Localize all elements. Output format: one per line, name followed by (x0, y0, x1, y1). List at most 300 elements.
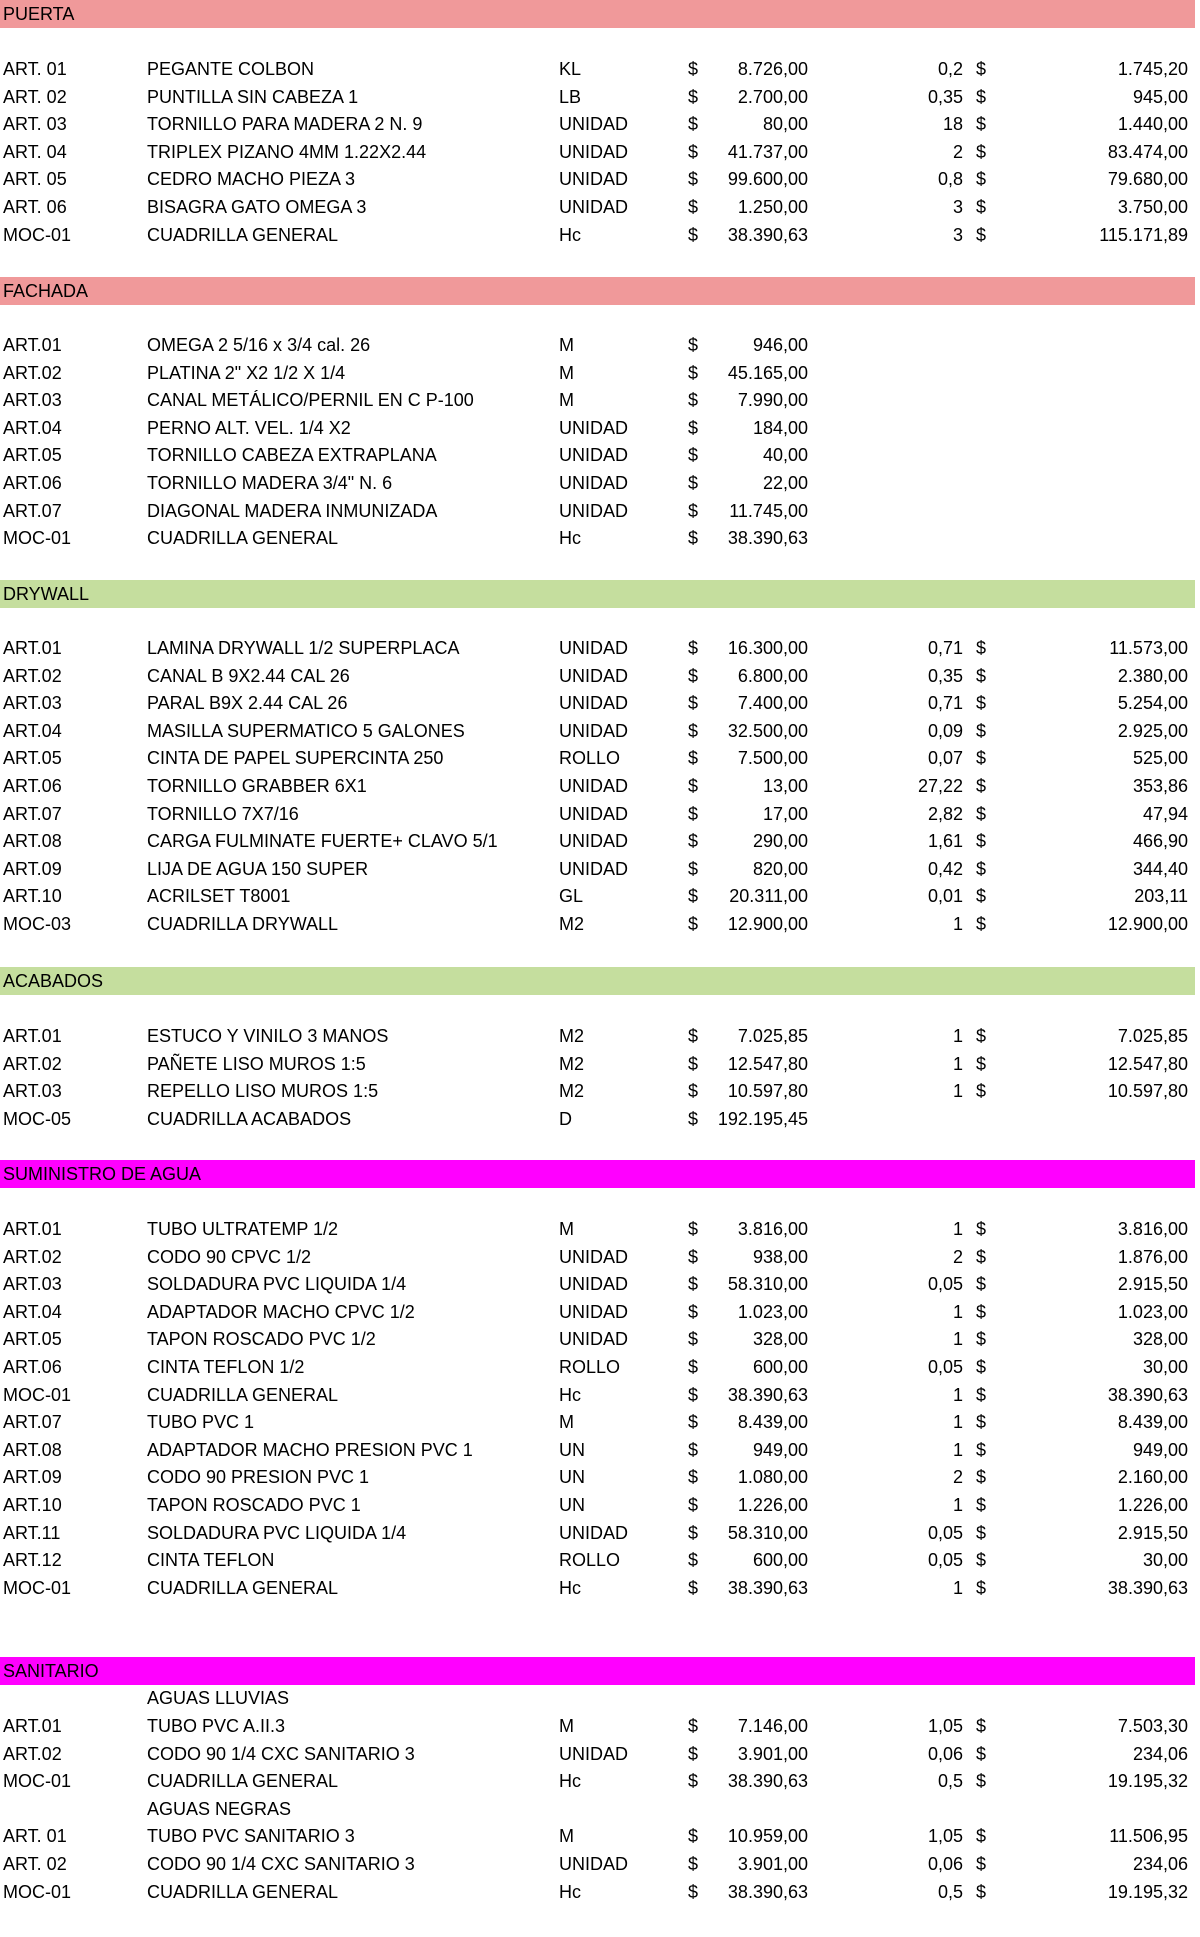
code-cell: MOC-01 (3, 1882, 72, 1902)
unit-price-cell: 16.300,00 (727, 638, 808, 658)
unit-price-cell: 58.310,00 (727, 1274, 808, 1294)
unit-cell: Hc (559, 225, 581, 245)
currency-sign: $ (976, 114, 987, 134)
unit-cell: M2 (559, 1026, 585, 1046)
quantity-cell: 1 (952, 1302, 963, 1322)
currency-sign: $ (976, 1081, 987, 1101)
currency-sign: $ (688, 1219, 699, 1239)
currency-sign: $ (688, 87, 699, 107)
total-cell: 328,00 (1132, 1329, 1188, 1349)
table-row (0, 1215, 1200, 1243)
unit-price-cell: 946,00 (752, 335, 808, 355)
currency-sign: $ (976, 914, 987, 934)
currency-sign: $ (976, 1771, 987, 1791)
currency-sign: $ (688, 1329, 699, 1349)
total-cell: 47,94 (1142, 804, 1188, 824)
table-row (0, 662, 1200, 690)
table-row (0, 744, 1200, 772)
quantity-cell: 2 (952, 1467, 963, 1487)
quantity-cell: 1 (952, 1329, 963, 1349)
currency-sign: $ (688, 1440, 699, 1460)
description-cell: TORNILLO PARA MADERA 2 N. 9 (147, 114, 423, 134)
unit-price-cell: 17,00 (762, 804, 808, 824)
table-row (0, 1381, 1200, 1409)
quantity-cell: 0,06 (927, 1854, 963, 1874)
unit-price-cell: 1.226,00 (737, 1495, 808, 1515)
table-row (0, 110, 1200, 138)
table-row (0, 1077, 1200, 1105)
currency-sign: $ (976, 666, 987, 686)
quantity-cell: 0,5 (937, 1771, 963, 1791)
currency-sign: $ (688, 114, 699, 134)
currency-sign: $ (976, 1357, 987, 1377)
description-cell: CEDRO MACHO PIEZA 3 (147, 169, 356, 189)
total-cell: 1.226,00 (1117, 1495, 1188, 1515)
currency-sign: $ (688, 1744, 699, 1764)
unit-cell: UNIDAD (559, 169, 629, 189)
unit-cell: UNIDAD (559, 473, 629, 493)
quantity-cell: 18 (942, 114, 963, 134)
description-cell: CINTA DE PAPEL SUPERCINTA 250 (147, 748, 444, 768)
table-row (0, 1574, 1200, 1602)
quantity-cell: 1 (952, 1412, 963, 1432)
unit-price-cell: 38.390,63 (727, 225, 808, 245)
unit-price-cell: 13,00 (762, 776, 808, 796)
currency-sign: $ (976, 831, 987, 851)
currency-sign: $ (976, 1854, 987, 1874)
description-cell: CARGA FULMINATE FUERTE+ CLAVO 5/1 (147, 831, 498, 851)
unit-cell: UN (559, 1495, 585, 1515)
currency-sign: $ (976, 1302, 987, 1322)
code-cell: ART.03 (3, 1274, 62, 1294)
table-row (0, 1767, 1200, 1795)
unit-price-cell: 38.390,63 (727, 1882, 808, 1902)
unit-price-cell: 7.146,00 (737, 1716, 808, 1736)
currency-sign: $ (688, 1523, 699, 1543)
total-cell: 19.195,32 (1107, 1771, 1188, 1791)
currency-sign: $ (688, 1412, 699, 1432)
code-cell: MOC-01 (3, 1385, 72, 1405)
currency-sign: $ (976, 693, 987, 713)
unit-cell: UNIDAD (559, 445, 629, 465)
code-cell: ART.03 (3, 1081, 62, 1101)
table-row (0, 1408, 1200, 1436)
currency-sign: $ (976, 225, 987, 245)
quantity-cell: 0,05 (927, 1523, 963, 1543)
code-cell: ART.07 (3, 804, 62, 824)
currency-sign: $ (688, 1109, 699, 1129)
unit-cell: Hc (559, 1771, 581, 1791)
table-row (0, 882, 1200, 910)
table-row (0, 689, 1200, 717)
code-cell: ART. 06 (3, 197, 67, 217)
section-header: PUERTA (0, 0, 1195, 28)
code-cell: MOC-03 (3, 914, 72, 934)
unit-cell: UNIDAD (559, 1523, 629, 1543)
total-cell: 3.750,00 (1117, 197, 1188, 217)
currency-sign: $ (688, 1771, 699, 1791)
unit-cell: M2 (559, 1081, 585, 1101)
unit-price-cell: 2.700,00 (737, 87, 808, 107)
unit-cell: UNIDAD (559, 142, 629, 162)
quantity-cell: 1 (952, 1495, 963, 1515)
currency-sign: $ (976, 638, 987, 658)
unit-cell: UNIDAD (559, 114, 629, 134)
unit-price-cell: 7.025,85 (737, 1026, 808, 1046)
total-cell: 19.195,32 (1107, 1882, 1188, 1902)
table-row (0, 441, 1200, 469)
unit-cell: UNIDAD (559, 1274, 629, 1294)
table-row (0, 1463, 1200, 1491)
description-cell: OMEGA 2 5/16 x 3/4 cal. 26 (147, 335, 371, 355)
unit-price-cell: 40,00 (762, 445, 808, 465)
total-cell: 11.506,95 (1109, 1826, 1188, 1846)
unit-price-cell: 7.500,00 (737, 748, 808, 768)
currency-sign: $ (976, 1882, 987, 1902)
quantity-cell: 1 (952, 1385, 963, 1405)
quantity-cell: 1,61 (927, 831, 963, 851)
description-cell: REPELLO LISO MUROS 1:5 (147, 1081, 379, 1101)
unit-price-cell: 949,00 (752, 1440, 808, 1460)
total-cell: 1.745,20 (1117, 59, 1188, 79)
description-cell: TORNILLO GRABBER 6X1 (147, 776, 367, 796)
currency-sign: $ (976, 1026, 987, 1046)
quantity-cell: 2,82 (927, 804, 963, 824)
quantity-cell: 0,8 (937, 169, 963, 189)
currency-sign: $ (976, 1219, 987, 1239)
table-row (0, 1546, 1200, 1574)
table-row (0, 524, 1200, 552)
table-row (0, 1022, 1200, 1050)
currency-sign: $ (688, 748, 699, 768)
unit-cell: UNIDAD (559, 859, 629, 879)
code-cell: MOC-05 (3, 1109, 72, 1129)
code-cell: ART.01 (3, 335, 62, 355)
currency-sign: $ (976, 1523, 987, 1543)
table-row (0, 1270, 1200, 1298)
currency-sign: $ (688, 1054, 699, 1074)
code-cell: ART.05 (3, 445, 62, 465)
description-cell: CUADRILLA GENERAL (147, 528, 339, 548)
unit-cell: UNIDAD (559, 1302, 629, 1322)
code-cell: ART. 05 (3, 169, 67, 189)
code-cell: ART.04 (3, 418, 62, 438)
code-cell: ART.05 (3, 748, 62, 768)
code-cell: ART.01 (3, 638, 62, 658)
currency-sign: $ (976, 886, 987, 906)
currency-sign: $ (688, 418, 699, 438)
table-row (0, 193, 1200, 221)
unit-price-cell: 1.080,00 (737, 1467, 808, 1487)
code-cell: ART.06 (3, 776, 62, 796)
unit-cell: UNIDAD (559, 776, 629, 796)
currency-sign: $ (688, 914, 699, 934)
quantity-cell: 2 (952, 1247, 963, 1267)
unit-cell: GL (559, 886, 584, 906)
quantity-cell: 1 (952, 1054, 963, 1074)
total-cell: 5.254,00 (1117, 693, 1188, 713)
currency-sign: $ (976, 776, 987, 796)
quantity-cell: 1 (952, 1440, 963, 1460)
description-cell: CODO 90 PRESION PVC 1 (147, 1467, 370, 1487)
unit-price-cell: 8.726,00 (737, 59, 808, 79)
code-cell: ART.05 (3, 1329, 62, 1349)
code-cell: ART.09 (3, 859, 62, 879)
currency-sign: $ (688, 59, 699, 79)
code-cell: ART.10 (3, 886, 62, 906)
quantity-cell: 0,71 (927, 693, 963, 713)
currency-sign: $ (688, 721, 699, 741)
currency-sign: $ (688, 666, 699, 686)
description-cell: PERNO ALT. VEL. 1/4 X2 (147, 418, 351, 438)
description-cell: TORNILLO MADERA 3/4" N. 6 (147, 473, 393, 493)
currency-sign: $ (976, 1440, 987, 1460)
currency-sign: $ (688, 1081, 699, 1101)
currency-sign: $ (976, 87, 987, 107)
currency-sign: $ (688, 693, 699, 713)
table-row (0, 1740, 1200, 1768)
unit-price-cell: 184,00 (752, 418, 808, 438)
unit-price-cell: 99.600,00 (727, 169, 808, 189)
quantity-cell: 0,09 (927, 721, 963, 741)
table-row (0, 414, 1200, 442)
unit-cell: UNIDAD (559, 721, 629, 741)
currency-sign: $ (688, 1550, 699, 1570)
description-cell: CUADRILLA GENERAL (147, 1385, 339, 1405)
currency-sign: $ (688, 886, 699, 906)
currency-sign: $ (688, 1385, 699, 1405)
currency-sign: $ (688, 1274, 699, 1294)
total-cell: 38.390,63 (1107, 1578, 1188, 1598)
unit-cell: UNIDAD (559, 693, 629, 713)
currency-sign: $ (688, 776, 699, 796)
currency-sign: $ (688, 804, 699, 824)
total-cell: 1.876,00 (1117, 1247, 1188, 1267)
unit-price-cell: 38.390,63 (727, 1385, 808, 1405)
quantity-cell: 0,07 (927, 748, 963, 768)
currency-sign: $ (688, 638, 699, 658)
currency-sign: $ (976, 1054, 987, 1074)
unit-price-cell: 12.900,00 (727, 914, 808, 934)
total-cell: 7.503,30 (1117, 1716, 1188, 1736)
table-row (0, 359, 1200, 387)
table-row (0, 386, 1200, 414)
currency-sign: $ (976, 1412, 987, 1432)
unit-cell: UN (559, 1440, 585, 1460)
currency-sign: $ (688, 363, 699, 383)
description-cell: TRIPLEX PIZANO 4MM 1.22X2.44 (147, 142, 427, 162)
total-cell: 2.925,00 (1117, 721, 1188, 741)
unit-cell: UNIDAD (559, 831, 629, 851)
description-cell: CUADRILLA GENERAL (147, 1771, 339, 1791)
unit-price-cell: 12.547,80 (727, 1054, 808, 1074)
unit-price-cell: 820,00 (752, 859, 808, 879)
description-cell: CODO 90 CPVC 1/2 (147, 1247, 312, 1267)
table-row (0, 772, 1200, 800)
unit-cell: UN (559, 1467, 585, 1487)
currency-sign: $ (976, 1247, 987, 1267)
unit-price-cell: 7.990,00 (737, 390, 808, 410)
unit-price-cell: 38.390,63 (727, 528, 808, 548)
currency-sign: $ (976, 1495, 987, 1515)
section-header: FACHADA (0, 277, 1195, 305)
currency-sign: $ (688, 225, 699, 245)
unit-cell: M (559, 363, 574, 383)
unit-cell: Hc (559, 1578, 581, 1598)
currency-sign: $ (688, 859, 699, 879)
table-row (0, 1491, 1200, 1519)
code-cell: ART.02 (3, 363, 62, 383)
quantity-cell: 0,05 (927, 1274, 963, 1294)
currency-sign: $ (976, 804, 987, 824)
table-row (0, 855, 1200, 883)
code-cell: ART. 04 (3, 142, 67, 162)
table-row (0, 331, 1200, 359)
currency-sign: $ (976, 1385, 987, 1405)
code-cell: ART.04 (3, 1302, 62, 1322)
currency-sign: $ (688, 1578, 699, 1598)
quantity-cell: 0,2 (937, 59, 963, 79)
total-cell: 1.023,00 (1117, 1302, 1188, 1322)
description-cell: CANAL METÁLICO/PERNIL EN C P-100 (147, 390, 474, 410)
total-cell: 945,00 (1132, 87, 1188, 107)
table-row (0, 1878, 1200, 1906)
total-cell: 79.680,00 (1107, 169, 1188, 189)
unit-cell: M (559, 335, 574, 355)
code-cell: ART.10 (3, 1495, 62, 1515)
currency-sign: $ (976, 1744, 987, 1764)
table-row (0, 1325, 1200, 1353)
total-cell: 12.900,00 (1107, 914, 1188, 934)
code-cell: ART. 02 (3, 1854, 67, 1874)
table-row (0, 1519, 1200, 1547)
table-row (0, 55, 1200, 83)
total-cell: 115.171,89 (1099, 225, 1188, 245)
table-row (0, 1712, 1200, 1740)
unit-cell: LB (559, 87, 582, 107)
unit-price-cell: 6.800,00 (737, 666, 808, 686)
unit-cell: M (559, 1716, 574, 1736)
description-cell: CUADRILLA GENERAL (147, 1578, 339, 1598)
quantity-cell: 0,5 (937, 1882, 963, 1902)
total-cell: 1.440,00 (1117, 114, 1188, 134)
currency-sign: $ (688, 169, 699, 189)
code-cell: ART.08 (3, 1440, 62, 1460)
description-cell: CODO 90 1/4 CXC SANITARIO 3 (147, 1854, 415, 1874)
table-row (0, 497, 1200, 525)
table-row (0, 1822, 1200, 1850)
quantity-cell: 3 (952, 197, 963, 217)
description-cell: CUADRILLA DRYWALL (147, 914, 339, 934)
currency-sign: $ (976, 169, 987, 189)
unit-price-cell: 1.023,00 (737, 1302, 808, 1322)
table-row (0, 138, 1200, 166)
unit-cell: KL (559, 59, 582, 79)
currency-sign: $ (976, 1826, 987, 1846)
code-cell: ART.02 (3, 666, 62, 686)
currency-sign: $ (976, 1578, 987, 1598)
code-cell: ART.09 (3, 1467, 62, 1487)
description-cell: PLATINA 2" X2 1/2 X 1/4 (147, 363, 346, 383)
currency-sign: $ (688, 445, 699, 465)
code-cell: MOC-01 (3, 528, 72, 548)
quantity-cell: 0,06 (927, 1744, 963, 1764)
unit-price-cell: 45.165,00 (727, 363, 808, 383)
description-cell: ESTUCO Y VINILO 3 MANOS (147, 1026, 389, 1046)
unit-price-cell: 192.195,45 (717, 1109, 808, 1129)
description-cell: CODO 90 1/4 CXC SANITARIO 3 (147, 1744, 415, 1764)
total-cell: 83.474,00 (1107, 142, 1188, 162)
currency-sign: $ (688, 142, 699, 162)
description-cell: SOLDADURA PVC LIQUIDA 1/4 (147, 1274, 407, 1294)
code-cell: ART.01 (3, 1219, 62, 1239)
code-cell: ART.06 (3, 473, 62, 493)
code-cell: ART.03 (3, 390, 62, 410)
description-cell: MASILLA SUPERMATICO 5 GALONES (147, 721, 465, 741)
code-cell: ART.01 (3, 1716, 62, 1736)
code-cell: ART. 02 (3, 87, 67, 107)
total-cell: 234,06 (1132, 1744, 1188, 1764)
unit-price-cell: 11.745,00 (729, 501, 808, 521)
subgroup-label: AGUAS LLUVIAS (147, 1688, 290, 1708)
unit-cell: UNIDAD (559, 1329, 629, 1349)
unit-cell: M (559, 1412, 574, 1432)
table-row (0, 800, 1200, 828)
unit-price-cell: 7.400,00 (737, 693, 808, 713)
currency-sign: $ (688, 390, 699, 410)
unit-cell: M (559, 1219, 574, 1239)
unit-cell: UNIDAD (559, 197, 629, 217)
unit-cell: UNIDAD (559, 804, 629, 824)
description-cell: LIJA DE AGUA 150 SUPER (147, 859, 369, 879)
code-cell: MOC-01 (3, 1771, 72, 1791)
unit-price-cell: 20.311,00 (729, 886, 808, 906)
total-cell: 12.547,80 (1107, 1054, 1188, 1074)
total-cell: 30,00 (1142, 1550, 1188, 1570)
quantity-cell: 0,01 (927, 886, 963, 906)
description-cell: TUBO PVC 1 (147, 1412, 255, 1432)
currency-sign: $ (976, 721, 987, 741)
total-cell: 38.390,63 (1107, 1385, 1188, 1405)
table-row (0, 469, 1200, 497)
code-cell: ART.04 (3, 721, 62, 741)
subgroup-label: AGUAS NEGRAS (147, 1799, 292, 1819)
currency-sign: $ (688, 1026, 699, 1046)
code-cell: ART.02 (3, 1744, 62, 1764)
total-cell: 949,00 (1132, 1440, 1188, 1460)
description-cell: ADAPTADOR MACHO PRESION PVC 1 (147, 1440, 473, 1460)
unit-price-cell: 600,00 (752, 1357, 808, 1377)
currency-sign: $ (976, 1274, 987, 1294)
unit-price-cell: 22,00 (762, 473, 808, 493)
unit-cell: UNIDAD (559, 501, 629, 521)
unit-cell: M2 (559, 914, 585, 934)
code-cell: ART. 01 (3, 59, 67, 79)
currency-sign: $ (688, 473, 699, 493)
table-row (0, 1050, 1200, 1078)
currency-sign: $ (976, 1329, 987, 1349)
unit-cell: Hc (559, 1385, 581, 1405)
currency-sign: $ (688, 1357, 699, 1377)
description-cell: PAÑETE LISO MUROS 1:5 (147, 1054, 366, 1074)
unit-price-cell: 3.816,00 (737, 1219, 808, 1239)
currency-sign: $ (688, 197, 699, 217)
code-cell: ART.11 (3, 1523, 61, 1543)
quantity-cell: 3 (952, 225, 963, 245)
unit-cell: UNIDAD (559, 666, 629, 686)
currency-sign: $ (688, 1495, 699, 1515)
currency-sign: $ (976, 859, 987, 879)
